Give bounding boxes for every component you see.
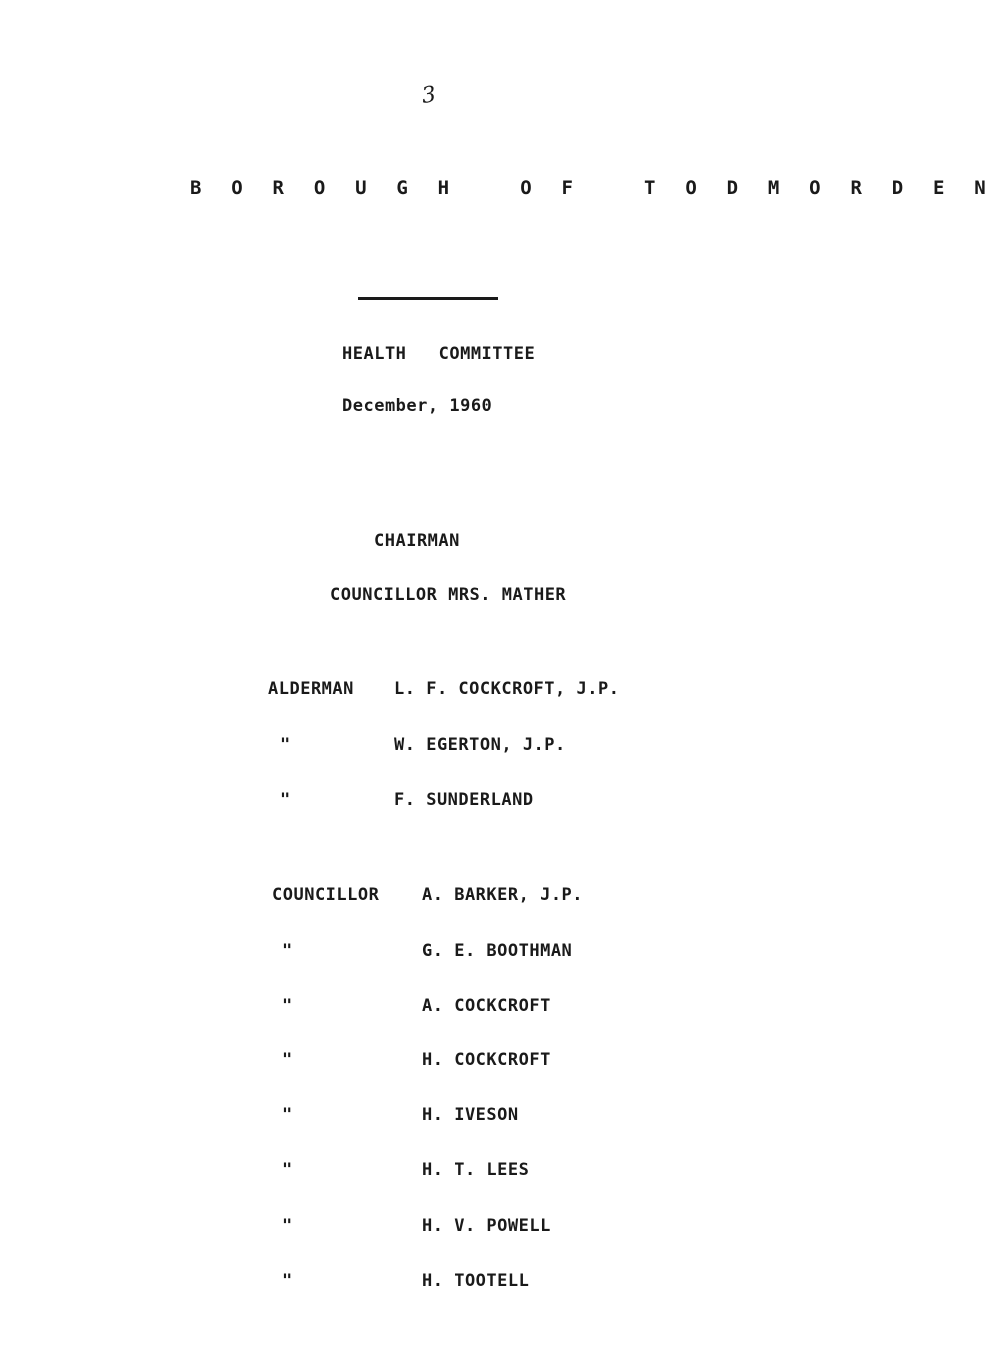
alderman-label: ALDERMAN bbox=[268, 679, 354, 699]
ditto-mark: " bbox=[282, 941, 293, 961]
ditto-mark: " bbox=[280, 790, 291, 810]
councillor-name: G. E. BOOTHMAN bbox=[422, 941, 573, 961]
alderman-name: F. SUNDERLAND bbox=[394, 790, 534, 810]
councillor-name: H. V. POWELL bbox=[422, 1216, 551, 1236]
councillor-name: H. TOOTELL bbox=[422, 1271, 530, 1291]
councillor-name: H. T. LEES bbox=[422, 1160, 530, 1180]
borough-title: B O R O U G H O F T O D M O R D E N bbox=[190, 177, 995, 199]
ditto-mark: " bbox=[282, 1160, 293, 1180]
councillor-name: A. COCKCROFT bbox=[422, 996, 551, 1016]
alderman-name: L. F. COCKCROFT, J.P. bbox=[394, 679, 620, 699]
ditto-mark: " bbox=[282, 1105, 293, 1125]
title-underline bbox=[358, 297, 498, 300]
ditto-mark: " bbox=[282, 996, 293, 1016]
councillor-name: H. COCKCROFT bbox=[422, 1050, 551, 1070]
ditto-mark: " bbox=[282, 1216, 293, 1236]
chairman-heading: CHAIRMAN bbox=[374, 531, 460, 551]
ditto-mark: " bbox=[282, 1271, 293, 1291]
document-date: December, 1960 bbox=[342, 396, 493, 416]
page-number: 3 bbox=[420, 82, 439, 109]
ditto-mark: " bbox=[282, 1050, 293, 1070]
ditto-mark: " bbox=[280, 735, 291, 755]
councillor-label: COUNCILLOR bbox=[272, 885, 380, 905]
councillor-name: A. BARKER, J.P. bbox=[422, 885, 584, 905]
committee-title: HEALTH COMMITTEE bbox=[342, 344, 536, 364]
councillor-name: H. IVESON bbox=[422, 1105, 519, 1125]
alderman-name: W. EGERTON, J.P. bbox=[394, 735, 566, 755]
chairman-name: COUNCILLOR MRS. MATHER bbox=[330, 585, 567, 605]
